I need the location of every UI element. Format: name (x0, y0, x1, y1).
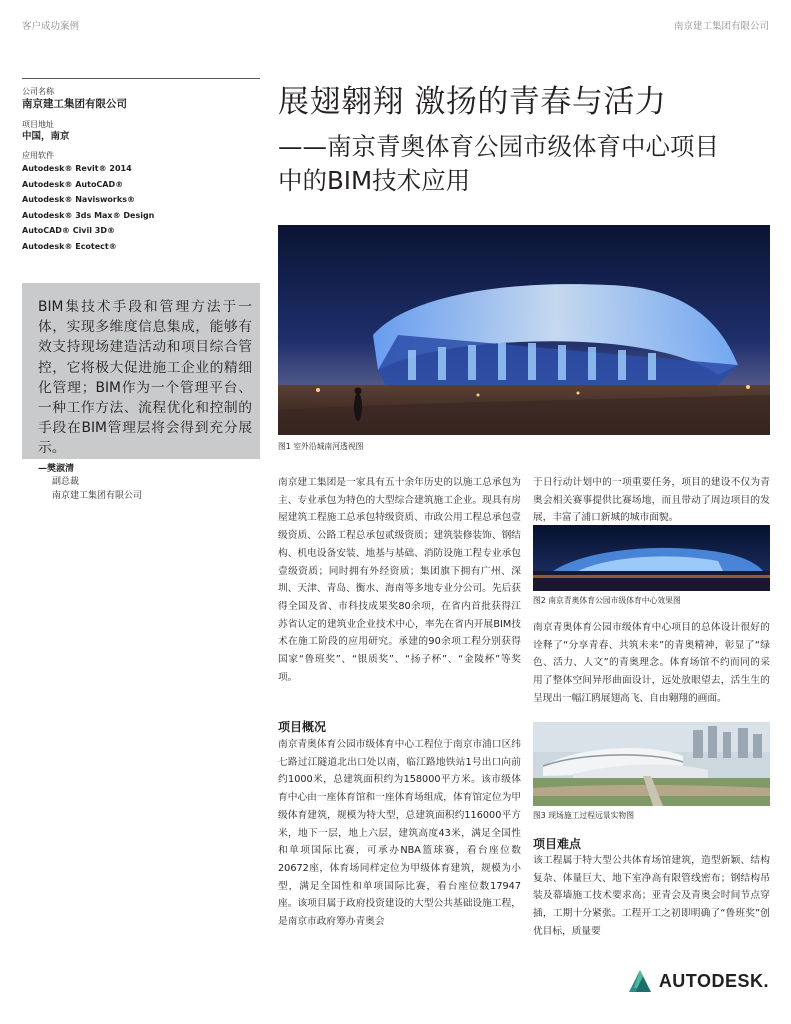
difficulty-paragraph: 该工程属于特大型公共体育场馆建筑，造型新颖、结构复杂、体量巨大、地下室净高有限管线密布；钢结构吊装及幕墙施工技术要求高；亚青会及青奥会时间节点穿插，工期十分紧张。工程开工之初即明确了“鲁班奖”创优目标，质量要 (533, 855, 770, 937)
meta-divider (22, 78, 260, 79)
autodesk-wordmark: AUTODESK. (658, 970, 769, 991)
figure-1-caption: 图1 室外沿城南河透视图 (278, 442, 364, 451)
header-category: 客户成功案例 (22, 21, 80, 32)
software-item: AutoCAD® Civil 3D® (22, 226, 115, 235)
author-name: —樊淑清 (38, 464, 75, 474)
overview-heading: 项目概况 (278, 720, 327, 734)
page-subtitle (278, 130, 778, 198)
software-item: Autodesk® Navisworks® (22, 195, 135, 204)
autodesk-a-icon (627, 968, 653, 994)
location-value: 中国，南京 (22, 131, 70, 142)
intro-paragraph: 南京建工集团是一家具有五十余年历史的以施工总承包为主、专业承包为特色的大型综合建筑施工企业。现具有房屋建筑工程施工总承包特级资质、市政公用工程总承包壹级资质、公路工程总承包贰级资质；建筑装修装饰、钢结构、机电设备安装、地基与基础、消防设施工程专业承包壹级资质；同时拥有外经资质；集团旗下拥有广州、深圳、天津、青岛、衡水、海南等多地专业分公司。先后获得全国及省、市科技成果奖80余项，在省内首批获得江苏省认定的建筑业企业技术中心，率先在省内开展BIM技术在施工阶段的应用研究。承建的90余项工程分别获得国家“鲁班奖”、“银质奖”、“扬子杯”、“金陵杯”等奖项。 (278, 477, 521, 683)
stadium-render-illustration (533, 525, 770, 591)
company-label: 公司名称 (22, 87, 54, 96)
stadium-night-photo (278, 225, 770, 435)
subtitle-line-2: 中的BIM技术应用 (278, 166, 471, 195)
figure-2-caption: 图2 南京青奥体育公园市级体育中心效果图 (533, 596, 681, 605)
author-org: 南京建工集团有限公司 (52, 490, 143, 501)
col2-paragraph-1: 于日行动计划中的一项重要任务，项目的建设不仅为青奥会相关赛事提供比赛场地，而且带动了周边项目的发展，丰富了浦口新城的城市面貌。 (533, 477, 770, 524)
project-meta (22, 82, 260, 254)
software-item: Autodesk® AutoCAD® (22, 179, 124, 189)
stadium-render-photo (533, 525, 770, 591)
header-company: 南京建工集团有限公司 (673, 21, 769, 32)
construction-site-photo (533, 722, 770, 806)
col2-paragraph-2: 南京青奥体育公园市级体育中心项目的总体设计很好的诠释了“分享青春、共筑未来”的青奥精神，彰显了“绿色、活力、人文”的青奥理念。体育场馆不约而同的采用了整体空间异形曲面设计，远处放眼望去，活生生的呈现出一幅江鸥展翅高飞、自由翱翔的画面。 (533, 622, 770, 704)
software-item: Autodesk® Revit® 2014 (22, 164, 132, 173)
difficulty-heading: 项目难点 (533, 837, 582, 851)
page-title: 展翅翱翔 激扬的青春与活力 (278, 84, 667, 120)
pull-quote-text: BIM集技术手段和管理方法于一体，实现多维度信息集成，能够有效支持现场建造活动和项目综合管控，它将极大促进施工企业的精细化管理；BIM作为一个管理平台、一种工作方法、流程优化和控制的手段在BIM管理层将会得到充分展示。 (38, 299, 252, 457)
figure-3-caption: 图3 现场施工过程远景实物图 (533, 811, 635, 820)
construction-site-illustration (533, 722, 770, 806)
subtitle-line-1: ——南京青奥体育公园市级体育中心项目 (278, 132, 719, 161)
software-label: 应用软件 (22, 151, 54, 160)
author-title: 副总裁 (52, 477, 80, 488)
stadium-night-illustration (278, 225, 770, 435)
software-item: Autodesk® 3ds Max® Design (22, 210, 155, 220)
software-item: Autodesk® Ecotect® (22, 241, 117, 251)
pull-quote-box (22, 283, 260, 459)
autodesk-logo (627, 968, 769, 994)
location-label: 项目地址 (22, 120, 54, 129)
overview-paragraph: 南京青奥体育公园市级体育中心工程位于南京市浦口区纬七路过江隧道北出口处以南，临江路地铁站1号出口向前约1000米，总建筑面积约为158000平方米。该市级体育中心由一座体育馆和一座体育场组成，体育馆定位为甲级体育建筑，规模为特大型，总建筑面积约116000平方米，地下一层，地上六层，建筑高度43米，满足全国性和单项国际比赛，可承办NBA篮球赛，看台座位数20672座，体育场同样定位为甲级体育建筑，规模为小型，满足全国性和单项国际比赛，看台座位数17947座。该项目属于政府投资建设的大型公共基础设施工程，是南京市政府筹办青奥会 (278, 739, 521, 928)
quote-author (38, 463, 142, 503)
company-name: 南京建工集团有限公司 (22, 98, 127, 110)
